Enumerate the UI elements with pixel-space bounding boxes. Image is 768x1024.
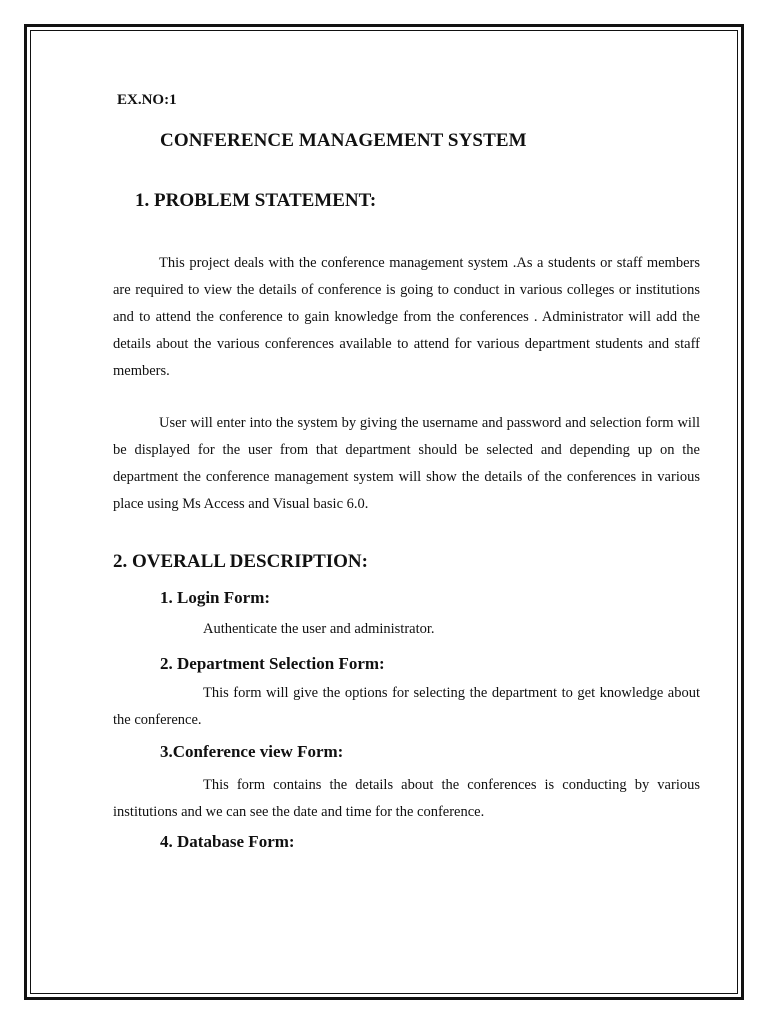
database-form-heading: 4. Database Form: bbox=[160, 832, 295, 851]
paragraph-text: This project deals with the conference management system .As a students or staff members are required to view the details of conference is going to conduct in various colleges or institutions and to attend the conference to gain knowledge from the conferences . Administrator will add the details about the various conferences available to attend for various department students and staff members. bbox=[113, 255, 700, 379]
paragraph-text: This form contains the details about the conferences is conducting by various institutions and we can see the date and time for the conference. bbox=[113, 777, 700, 820]
paragraph-text: This form will give the options for selecting the department to get knowledge about the conference. bbox=[113, 685, 700, 728]
department-selection-form-heading: 2. Department Selection Form: bbox=[160, 654, 385, 673]
problem-statement-paragraph-2 bbox=[113, 410, 700, 518]
problem-statement-paragraph-1 bbox=[113, 250, 700, 385]
login-form-heading: 1. Login Form: bbox=[160, 588, 271, 607]
login-form-description bbox=[113, 616, 700, 643]
conference-view-form-description bbox=[113, 772, 700, 826]
department-selection-form-description bbox=[113, 680, 700, 734]
paragraph-text: User will enter into the system by giving the username and password and selection form will be displayed for the user from that department should be selected and depending up on the department the conference management system will show the details of the conferences in various place using Ms Access and Visual basic 6.0. bbox=[113, 415, 700, 512]
overall-description-heading: 2. OVERALL DESCRIPTION: bbox=[113, 551, 368, 572]
paragraph-text: Authenticate the user and administrator. bbox=[203, 621, 435, 637]
conference-view-form-heading: 3.Conference view Form: bbox=[160, 742, 344, 761]
document-title: CONFERENCE MANAGEMENT SYSTEM bbox=[160, 130, 527, 151]
problem-statement-heading: 1. PROBLEM STATEMENT: bbox=[135, 190, 377, 211]
exercise-number: EX.NO:1 bbox=[117, 92, 177, 108]
